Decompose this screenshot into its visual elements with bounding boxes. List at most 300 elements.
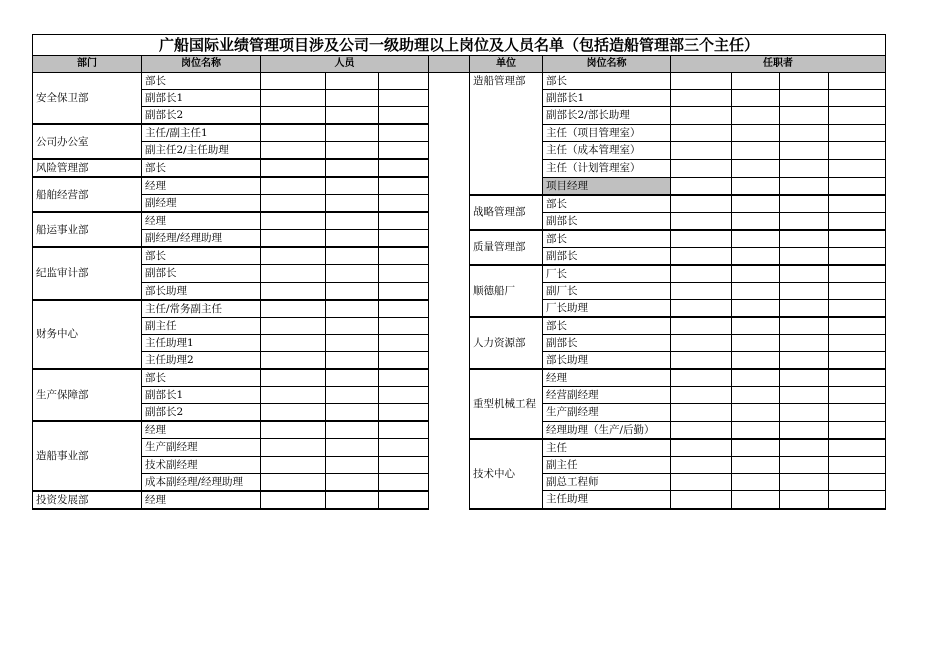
position-cell: 经理助理（生产/后勤） (543, 421, 671, 439)
position-cell: 主任（计划管理室） (543, 159, 671, 177)
holder-cell (732, 212, 780, 230)
person-cell (261, 317, 326, 335)
holder-cell (780, 230, 829, 248)
table-row (33, 404, 886, 422)
person-cell (261, 473, 326, 491)
person-cell (326, 142, 379, 160)
holder-cell (829, 282, 886, 300)
holder-cell (732, 439, 780, 457)
person-cell (379, 352, 429, 370)
gap-cell (429, 73, 470, 90)
position-cell: 副部长1 (142, 387, 261, 404)
table-row (33, 265, 886, 283)
holder-cell (829, 300, 886, 318)
dept-cell: 公司办公室 (33, 124, 142, 159)
dept-cell: 船运事业部 (33, 212, 142, 247)
person-cell (326, 230, 379, 248)
table-row (33, 177, 886, 195)
person-cell (379, 317, 429, 335)
table-row (33, 439, 886, 457)
position-cell: 主任助理1 (142, 335, 261, 352)
holder-cell (671, 317, 732, 335)
person-cell (379, 387, 429, 404)
holder-cell (780, 456, 829, 473)
table-row (33, 473, 886, 491)
person-cell (379, 107, 429, 125)
position-cell: 主任（项目管理室） (543, 124, 671, 142)
holder-cell (732, 247, 780, 265)
gap-cell (429, 456, 470, 473)
person-cell (326, 439, 379, 457)
gap-cell (429, 404, 470, 422)
holder-cell (780, 247, 829, 265)
gap-cell (429, 195, 470, 213)
holder-cell (732, 473, 780, 491)
person-cell (326, 456, 379, 473)
holder-cell (732, 387, 780, 404)
gap-cell (429, 124, 470, 142)
holder-cell (780, 317, 829, 335)
holder-cell (732, 456, 780, 473)
holder-cell (829, 177, 886, 195)
gap-cell (429, 142, 470, 160)
person-cell (379, 177, 429, 195)
holder-cell (829, 404, 886, 422)
gap-cell (429, 317, 470, 335)
person-cell (326, 473, 379, 491)
position-cell: 部长 (142, 247, 261, 265)
holder-cell (780, 212, 829, 230)
header-gap (429, 56, 470, 73)
person-cell (379, 456, 429, 473)
person-cell (326, 491, 379, 509)
position-cell: 副部长1 (142, 90, 261, 107)
gap-cell (429, 491, 470, 509)
holder-cell (732, 491, 780, 509)
position-cell: 副部长2 (142, 107, 261, 125)
holder-cell (732, 230, 780, 248)
unit-cell: 顺德船厂 (470, 265, 543, 318)
holder-cell (780, 177, 829, 195)
position-cell: 部长 (543, 230, 671, 248)
position-cell: 经理 (142, 177, 261, 195)
table-row (33, 421, 886, 439)
holder-cell (732, 177, 780, 195)
holder-cell (671, 159, 732, 177)
person-cell (326, 300, 379, 318)
person-cell (261, 195, 326, 213)
table-row (33, 369, 886, 387)
holder-cell (732, 107, 780, 125)
holder-cell (780, 73, 829, 90)
dept-cell: 纪监审计部 (33, 247, 142, 300)
holder-cell (671, 177, 732, 195)
person-cell (379, 335, 429, 352)
holder-cell (732, 404, 780, 422)
holder-cell (829, 421, 886, 439)
person-cell (379, 159, 429, 177)
unit-cell: 技术中心 (470, 439, 543, 509)
holder-cell (780, 265, 829, 283)
person-cell (379, 404, 429, 422)
person-cell (326, 282, 379, 300)
person-cell (379, 421, 429, 439)
holder-cell (780, 404, 829, 422)
holder-cell (671, 387, 732, 404)
table-row (33, 195, 886, 213)
person-cell (261, 124, 326, 142)
person-cell (326, 212, 379, 230)
holder-cell (671, 73, 732, 90)
dept-cell: 投资发展部 (33, 491, 142, 509)
page-title: 广船国际业绩管理项目涉及公司一级助理以上岗位及人员名单（包括造船管理部三个主任） (33, 35, 886, 56)
table-row (33, 335, 886, 352)
person-cell (261, 456, 326, 473)
position-cell: 主任/常务副主任 (142, 300, 261, 318)
holder-cell (780, 195, 829, 213)
holder-cell (829, 142, 886, 160)
gap-cell (429, 90, 470, 107)
holder-cell (732, 124, 780, 142)
table-row (33, 456, 886, 473)
holder-cell (671, 247, 732, 265)
position-cell: 生产副经理 (142, 439, 261, 457)
person-cell (261, 159, 326, 177)
table-row (33, 124, 886, 142)
table-row (33, 317, 886, 335)
person-cell (326, 387, 379, 404)
person-cell (326, 107, 379, 125)
person-cell (261, 247, 326, 265)
person-cell (326, 369, 379, 387)
holder-cell (671, 421, 732, 439)
holder-cell (671, 456, 732, 473)
person-cell (261, 335, 326, 352)
person-cell (379, 90, 429, 107)
position-cell: 厂长 (543, 265, 671, 283)
person-cell (379, 369, 429, 387)
holder-cell (780, 387, 829, 404)
table-row (33, 491, 886, 509)
holder-cell (780, 159, 829, 177)
holder-cell (829, 230, 886, 248)
unit-cell: 重型机械工程 (470, 369, 543, 439)
holder-cell (732, 317, 780, 335)
gap-cell (429, 421, 470, 439)
holder-cell (671, 107, 732, 125)
person-cell (326, 404, 379, 422)
holder-cell (671, 265, 732, 283)
holder-cell (829, 265, 886, 283)
holder-cell (732, 369, 780, 387)
person-cell (326, 335, 379, 352)
holder-cell (780, 90, 829, 107)
holder-cell (671, 124, 732, 142)
person-cell (261, 421, 326, 439)
header-dept: 部门 (33, 56, 142, 73)
holder-cell (829, 473, 886, 491)
holder-cell (829, 247, 886, 265)
holder-cell (671, 300, 732, 318)
person-cell (326, 177, 379, 195)
person-cell (326, 265, 379, 283)
position-cell: 生产副经理 (543, 404, 671, 422)
holder-cell (671, 491, 732, 509)
person-cell (326, 90, 379, 107)
table-row (33, 73, 886, 90)
holder-cell (829, 124, 886, 142)
position-cell: 部长 (543, 73, 671, 90)
holder-cell (671, 404, 732, 422)
gap-cell (429, 439, 470, 457)
gap-cell (429, 177, 470, 195)
holder-cell (732, 159, 780, 177)
position-cell: 副部长 (543, 247, 671, 265)
gap-cell (429, 247, 470, 265)
unit-cell: 战略管理部 (470, 195, 543, 230)
holder-cell (732, 335, 780, 352)
dept-cell: 财务中心 (33, 300, 142, 370)
holder-cell (732, 142, 780, 160)
position-cell: 副主任 (543, 456, 671, 473)
holder-cell (732, 90, 780, 107)
holder-cell (829, 491, 886, 509)
unit-cell: 质量管理部 (470, 230, 543, 265)
person-cell (261, 265, 326, 283)
position-cell: 经理 (543, 369, 671, 387)
position-cell: 经理 (142, 212, 261, 230)
gap-cell (429, 265, 470, 283)
position-cell: 主任/副主任1 (142, 124, 261, 142)
position-cell: 副部长 (543, 212, 671, 230)
table-row (33, 230, 886, 248)
holder-cell (829, 317, 886, 335)
person-cell (261, 387, 326, 404)
position-cell: 部长 (543, 195, 671, 213)
holder-cell (780, 439, 829, 457)
gap-cell (429, 300, 470, 318)
gap-cell (429, 352, 470, 370)
position-cell: 副部长 (543, 335, 671, 352)
unit-cell: 人力资源部 (470, 317, 543, 369)
holder-cell (732, 352, 780, 370)
person-cell (379, 195, 429, 213)
gap-cell (429, 335, 470, 352)
position-cell: 经理 (142, 421, 261, 439)
holder-cell (829, 159, 886, 177)
position-cell: 副厂长 (543, 282, 671, 300)
holder-cell (732, 195, 780, 213)
holder-cell (671, 212, 732, 230)
holder-cell (829, 73, 886, 90)
holder-cell (780, 369, 829, 387)
position-cell: 部长 (142, 159, 261, 177)
holder-cell (829, 369, 886, 387)
header-position-left: 岗位名称 (142, 56, 261, 73)
position-cell: 副部长2/部长助理 (543, 107, 671, 125)
position-cell: 经理 (142, 491, 261, 509)
header-people: 人员 (261, 56, 429, 73)
gap-cell (429, 387, 470, 404)
holder-cell (732, 73, 780, 90)
person-cell (261, 107, 326, 125)
person-cell (261, 90, 326, 107)
person-cell (379, 473, 429, 491)
person-cell (326, 124, 379, 142)
holder-cell (671, 369, 732, 387)
position-cell: 部长助理 (142, 282, 261, 300)
person-cell (379, 282, 429, 300)
holder-cell (780, 282, 829, 300)
person-cell (326, 159, 379, 177)
holder-cell (780, 352, 829, 370)
position-cell: 副部长 (142, 265, 261, 283)
dept-cell: 安全保卫部 (33, 73, 142, 125)
position-cell: 主任 (543, 439, 671, 457)
table-row (33, 159, 886, 177)
position-cell: 项目经理 (543, 177, 671, 195)
person-cell (326, 421, 379, 439)
holder-cell (829, 107, 886, 125)
position-cell: 副经理/经理助理 (142, 230, 261, 248)
holder-cell (671, 439, 732, 457)
position-cell: 副部长2 (142, 404, 261, 422)
table-row (33, 90, 886, 107)
holder-cell (671, 335, 732, 352)
person-cell (379, 142, 429, 160)
holder-cell (671, 142, 732, 160)
gap-cell (429, 369, 470, 387)
position-cell: 部长助理 (543, 352, 671, 370)
person-cell (261, 300, 326, 318)
gap-cell (429, 473, 470, 491)
person-cell (379, 247, 429, 265)
person-cell (379, 491, 429, 509)
person-cell (261, 230, 326, 248)
holder-cell (829, 335, 886, 352)
position-cell: 部长 (142, 73, 261, 90)
header-position-right: 岗位名称 (543, 56, 671, 73)
holder-cell (780, 124, 829, 142)
table-row (33, 352, 886, 370)
position-cell: 主任助理 (543, 491, 671, 509)
holder-cell (829, 456, 886, 473)
holder-cell (671, 195, 732, 213)
position-cell: 技术副经理 (142, 456, 261, 473)
position-cell: 主任（成本管理室） (543, 142, 671, 160)
person-cell (379, 73, 429, 90)
table-row (33, 142, 886, 160)
person-cell (326, 317, 379, 335)
holder-cell (780, 421, 829, 439)
gap-cell (429, 159, 470, 177)
person-cell (261, 177, 326, 195)
holder-cell (829, 387, 886, 404)
header-unit: 单位 (470, 56, 543, 73)
dept-cell: 造船事业部 (33, 421, 142, 491)
holder-cell (780, 473, 829, 491)
person-cell (326, 195, 379, 213)
person-cell (261, 439, 326, 457)
holder-cell (829, 439, 886, 457)
holder-cell (829, 352, 886, 370)
header-row (33, 56, 886, 73)
spreadsheet (32, 34, 886, 510)
holder-cell (780, 142, 829, 160)
person-cell (261, 491, 326, 509)
holder-cell (732, 265, 780, 283)
table-row (33, 107, 886, 125)
holder-cell (671, 90, 732, 107)
person-cell (326, 352, 379, 370)
position-cell: 部长 (543, 317, 671, 335)
holder-cell (732, 282, 780, 300)
holder-cell (732, 421, 780, 439)
dept-cell: 风险管理部 (33, 159, 142, 177)
table-row (33, 212, 886, 230)
gap-cell (429, 212, 470, 230)
person-cell (379, 230, 429, 248)
person-cell (326, 247, 379, 265)
dept-cell: 船舶经营部 (33, 177, 142, 212)
holder-cell (671, 473, 732, 491)
person-cell (261, 73, 326, 90)
holder-cell (829, 195, 886, 213)
position-cell: 主任助理2 (142, 352, 261, 370)
holder-cell (780, 335, 829, 352)
person-cell (326, 73, 379, 90)
holder-cell (671, 352, 732, 370)
person-cell (261, 352, 326, 370)
person-cell (261, 369, 326, 387)
position-cell: 部长 (142, 369, 261, 387)
table-row (33, 300, 886, 318)
position-cell: 副主任2/主任助理 (142, 142, 261, 160)
position-cell: 经营副经理 (543, 387, 671, 404)
position-cell: 副经理 (142, 195, 261, 213)
person-cell (261, 142, 326, 160)
position-cell: 成本副经理/经理助理 (142, 473, 261, 491)
gap-cell (429, 107, 470, 125)
person-cell (261, 404, 326, 422)
dept-cell: 生产保障部 (33, 369, 142, 421)
position-cell: 副主任 (142, 317, 261, 335)
person-cell (261, 282, 326, 300)
holder-cell (780, 107, 829, 125)
holder-cell (671, 230, 732, 248)
table-row (33, 282, 886, 300)
holder-cell (829, 90, 886, 107)
unit-cell: 造船管理部 (470, 73, 543, 195)
person-cell (379, 124, 429, 142)
holder-cell (829, 212, 886, 230)
table-row (33, 247, 886, 265)
position-cell: 厂长助理 (543, 300, 671, 318)
person-cell (379, 439, 429, 457)
holder-cell (780, 491, 829, 509)
holder-cell (671, 282, 732, 300)
person-cell (379, 212, 429, 230)
position-cell: 副部长1 (543, 90, 671, 107)
table-row (33, 387, 886, 404)
header-holder: 任职者 (671, 56, 886, 73)
person-cell (379, 265, 429, 283)
gap-cell (429, 282, 470, 300)
gap-cell (429, 230, 470, 248)
position-cell: 副总工程师 (543, 473, 671, 491)
holder-cell (780, 300, 829, 318)
holder-cell (732, 300, 780, 318)
